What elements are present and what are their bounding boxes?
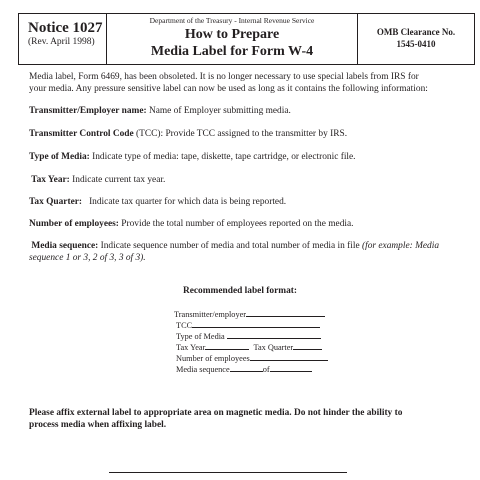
department-name: Department of the Treasury - Internal Revenue Service [149,16,315,25]
item-transmitter-name [29,106,471,118]
item-term: Transmitter Control Code [29,129,134,139]
label-number-of-employees: Number of employees [176,354,250,363]
closing-line-2: process media when affixing label. [29,419,167,430]
intro-paragraph [29,72,471,95]
intro-line-2: your media. Any pressure sensitive label can now be used as long as it contains the following information: [29,83,428,94]
label-tax-quarter: Tax Quarter [253,343,294,352]
label-type-of-media: Type of Media [176,332,225,341]
closing-instruction [29,408,471,431]
item-text: Indicate type of media: tape, diskette, tape cartridge, or electronic file. [89,152,356,162]
sequence-blank-2 [270,364,312,372]
item-term: Tax Quarter: [29,197,83,207]
omb-box [357,13,475,65]
tax-year-blank [205,342,249,350]
title-line-1: How to Prepare [184,27,280,42]
item-text: Indicate tax quarter for which data is being reported. [82,197,287,207]
item-term: Type of Media: [29,152,90,162]
label-type-of-media-row [176,331,321,342]
item-number-of-employees [29,219,471,231]
omb-label: OMB Clearance No. [376,27,456,37]
footer-rule [109,472,347,473]
omb-number: 1545-0410 [396,39,436,49]
item-text: (TCC): Provide TCC assigned to the transmitter by IRS. [133,129,348,139]
sequence-blank-1 [230,364,263,372]
employees-blank [250,353,328,361]
item-term: Tax Year: [29,175,70,185]
item-term: Media sequence: [29,241,99,251]
title-line-2: Media Label for Form W-4 [150,44,314,59]
transmitter-blank [246,309,325,317]
tcc-blank [192,320,320,328]
label-sequence-row [176,364,312,375]
intro-line-1: Media label, Form 6469, has been obsoleted. It is no longer necessary to use special labels from IRS for [29,72,419,82]
item-media-sequence [29,241,471,264]
notice-number: Notice 1027 [28,20,103,36]
recommended-format-title: Recommended label format: [182,286,298,296]
item-text: Indicate current tax year. [69,175,166,185]
title-box [107,13,357,65]
label-employees-row [176,353,328,364]
revision-date: (Rev. April 1998) [28,37,95,47]
item-type-of-media [29,152,471,164]
item-sep: : [143,106,147,116]
label-tcc-row [176,320,320,331]
label-media-sequence: Media sequence [176,365,230,374]
item-tcc [29,129,471,141]
notice-number-box [18,13,107,65]
item-tax-quarter [29,197,471,209]
item-term: Number of employees: [29,219,119,229]
label-tax-year: Tax Year [176,343,206,352]
notice-header [18,13,475,65]
type-of-media-blank [227,331,321,339]
item-text: Name of Employer submitting media. [146,106,291,116]
label-of: of [262,365,270,374]
sequence-example-cont: sequence 1 or 3, 2 of 3, 3 of 3). [29,252,146,263]
label-transmitter: Transmitter/employer [174,310,247,319]
item-text: Indicate sequence number of media and total number of media in file [98,241,362,251]
item-tax-year [29,175,471,187]
label-transmitter-row [174,309,325,320]
tax-quarter-blank [293,342,322,350]
item-text: Provide the total number of employees reported on the media. [118,219,354,229]
closing-line-1: Please affix external label to appropriate area on magnetic media. Do not hinder the ability to [29,408,403,418]
label-tax-year-row [176,342,322,353]
label-tcc: TCC [176,321,193,330]
item-term: Transmitter/Employer name [29,106,144,116]
sequence-example: (for example: Media [361,241,440,251]
